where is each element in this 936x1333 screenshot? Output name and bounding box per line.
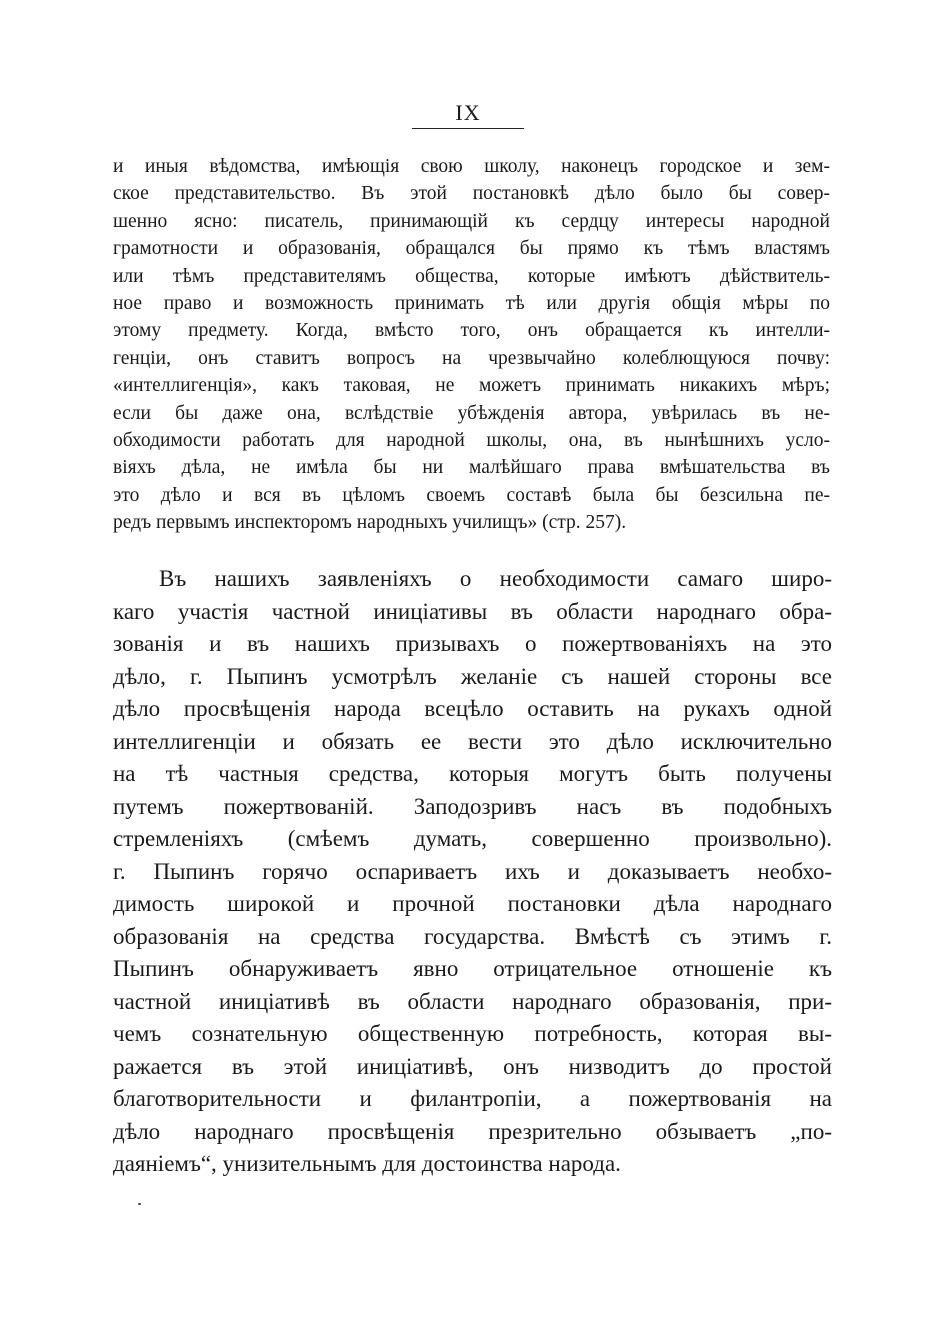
quote-line: ское представительство. Въ этой постановкѣ дѣло было бы совер-: [113, 183, 830, 205]
quote-line: ное право и возможность принимать тѣ или другія общія мѣры по: [113, 292, 830, 314]
quote-line: грамотности и образованія, обращался бы прямо къ тѣмъ властямъ: [113, 238, 830, 260]
quote-line: это дѣло и вся въ цѣломъ своемъ составѣ была бы безсильна пе-: [113, 484, 830, 506]
body-line: дѣло народнаго просвѣщенія презрительно обзываетъ „по-: [113, 1118, 832, 1144]
body-line: даяніемъ“, унизительнымъ для достоинства народа.: [113, 1151, 621, 1176]
body-line: г. Пыпинъ горячо оспариваетъ ихъ и доказываетъ необхо-: [113, 858, 832, 884]
quote-line: этому предмету. Когда, вмѣсто того, онъ обращается къ интелли-: [113, 320, 830, 342]
header-rule: [412, 128, 524, 129]
quote-line: генціи, онъ ставитъ вопросъ на чрезвычайно колеблющуюся почву:: [113, 347, 830, 369]
body-line: димость широкой и прочной постановки дѣла народнаго: [113, 891, 832, 916]
quote-line: шенно ясно: писатель, принимающій къ сердцу интересы народной: [113, 210, 830, 232]
body-line: ражается въ этой иниціативѣ, онъ низводитъ до простой: [113, 1053, 832, 1079]
body-line: частной иниціативѣ въ области народнаго образованія, при-: [113, 988, 832, 1014]
quote-line: или тѣмъ представителямъ общества, которые имѣютъ дѣйствитель-: [113, 265, 830, 287]
body-line: дѣло, г. Пыпинъ усмотрѣлъ желаніе съ нашей стороны все: [113, 663, 832, 689]
body-line: на тѣ частныя средства, которыя могутъ быть получены: [113, 761, 832, 786]
page-number: IX: [455, 100, 481, 125]
body-line: чемъ сознательную общественную потребность, которая вы-: [113, 1021, 832, 1046]
quote-line: и иныя вѣдомства, имѣющія свою школу, наконецъ городское и зем-: [113, 156, 830, 177]
body-line: благотворительности и филантропіи, а пожертвованія на: [113, 1086, 832, 1111]
body-line: Пыпинъ обнаруживаетъ явно отрицательное отношеніе къ: [113, 956, 832, 981]
quoted-passage: [113, 153, 830, 536]
quote-line: если бы даже она, вслѣдствіе убѣжденія автора, увѣрилась въ не-: [113, 402, 830, 424]
body-line: Въ нашихъ заявленіяхъ о необходимости самаго широ-: [159, 566, 832, 591]
body-line: стремленіяхъ (смѣемъ думать, совершенно произвольно).: [113, 826, 832, 851]
body-line: путемъ пожертвованій. Заподозривъ насъ въ подобныхъ: [113, 793, 832, 819]
body-line: образованія на средства государства. Вмѣстѣ съ этимъ г.: [113, 923, 832, 949]
body-line: зованія и въ нашихъ призывахъ о пожертвованіяхъ на это: [113, 631, 832, 656]
body-line: интеллигенціи и обязать ее вести это дѣло исключительно: [113, 728, 832, 754]
quote-line: «интеллигенція», какъ таковая, не можетъ принимать никакихъ мѣръ;: [113, 375, 830, 397]
body-line: дѣло просвѣщенія народа всецѣло оставить на рукахъ одной: [113, 696, 832, 721]
print-speck: [138, 1203, 141, 1205]
body-line: каго участія частной иниціативы въ области народнаго обра-: [113, 598, 832, 624]
quote-line: редъ первымъ инспекторомъ народныхъ училищъ» (стр. 257).: [113, 512, 627, 534]
quote-line: віяхъ дѣла, не имѣла бы ни малѣйшаго права вмѣшательства въ: [113, 457, 830, 479]
body-paragraph: [113, 563, 832, 1181]
quote-line: обходимости работать для народной школы, она, въ нынѣшнихъ усло-: [113, 429, 830, 451]
